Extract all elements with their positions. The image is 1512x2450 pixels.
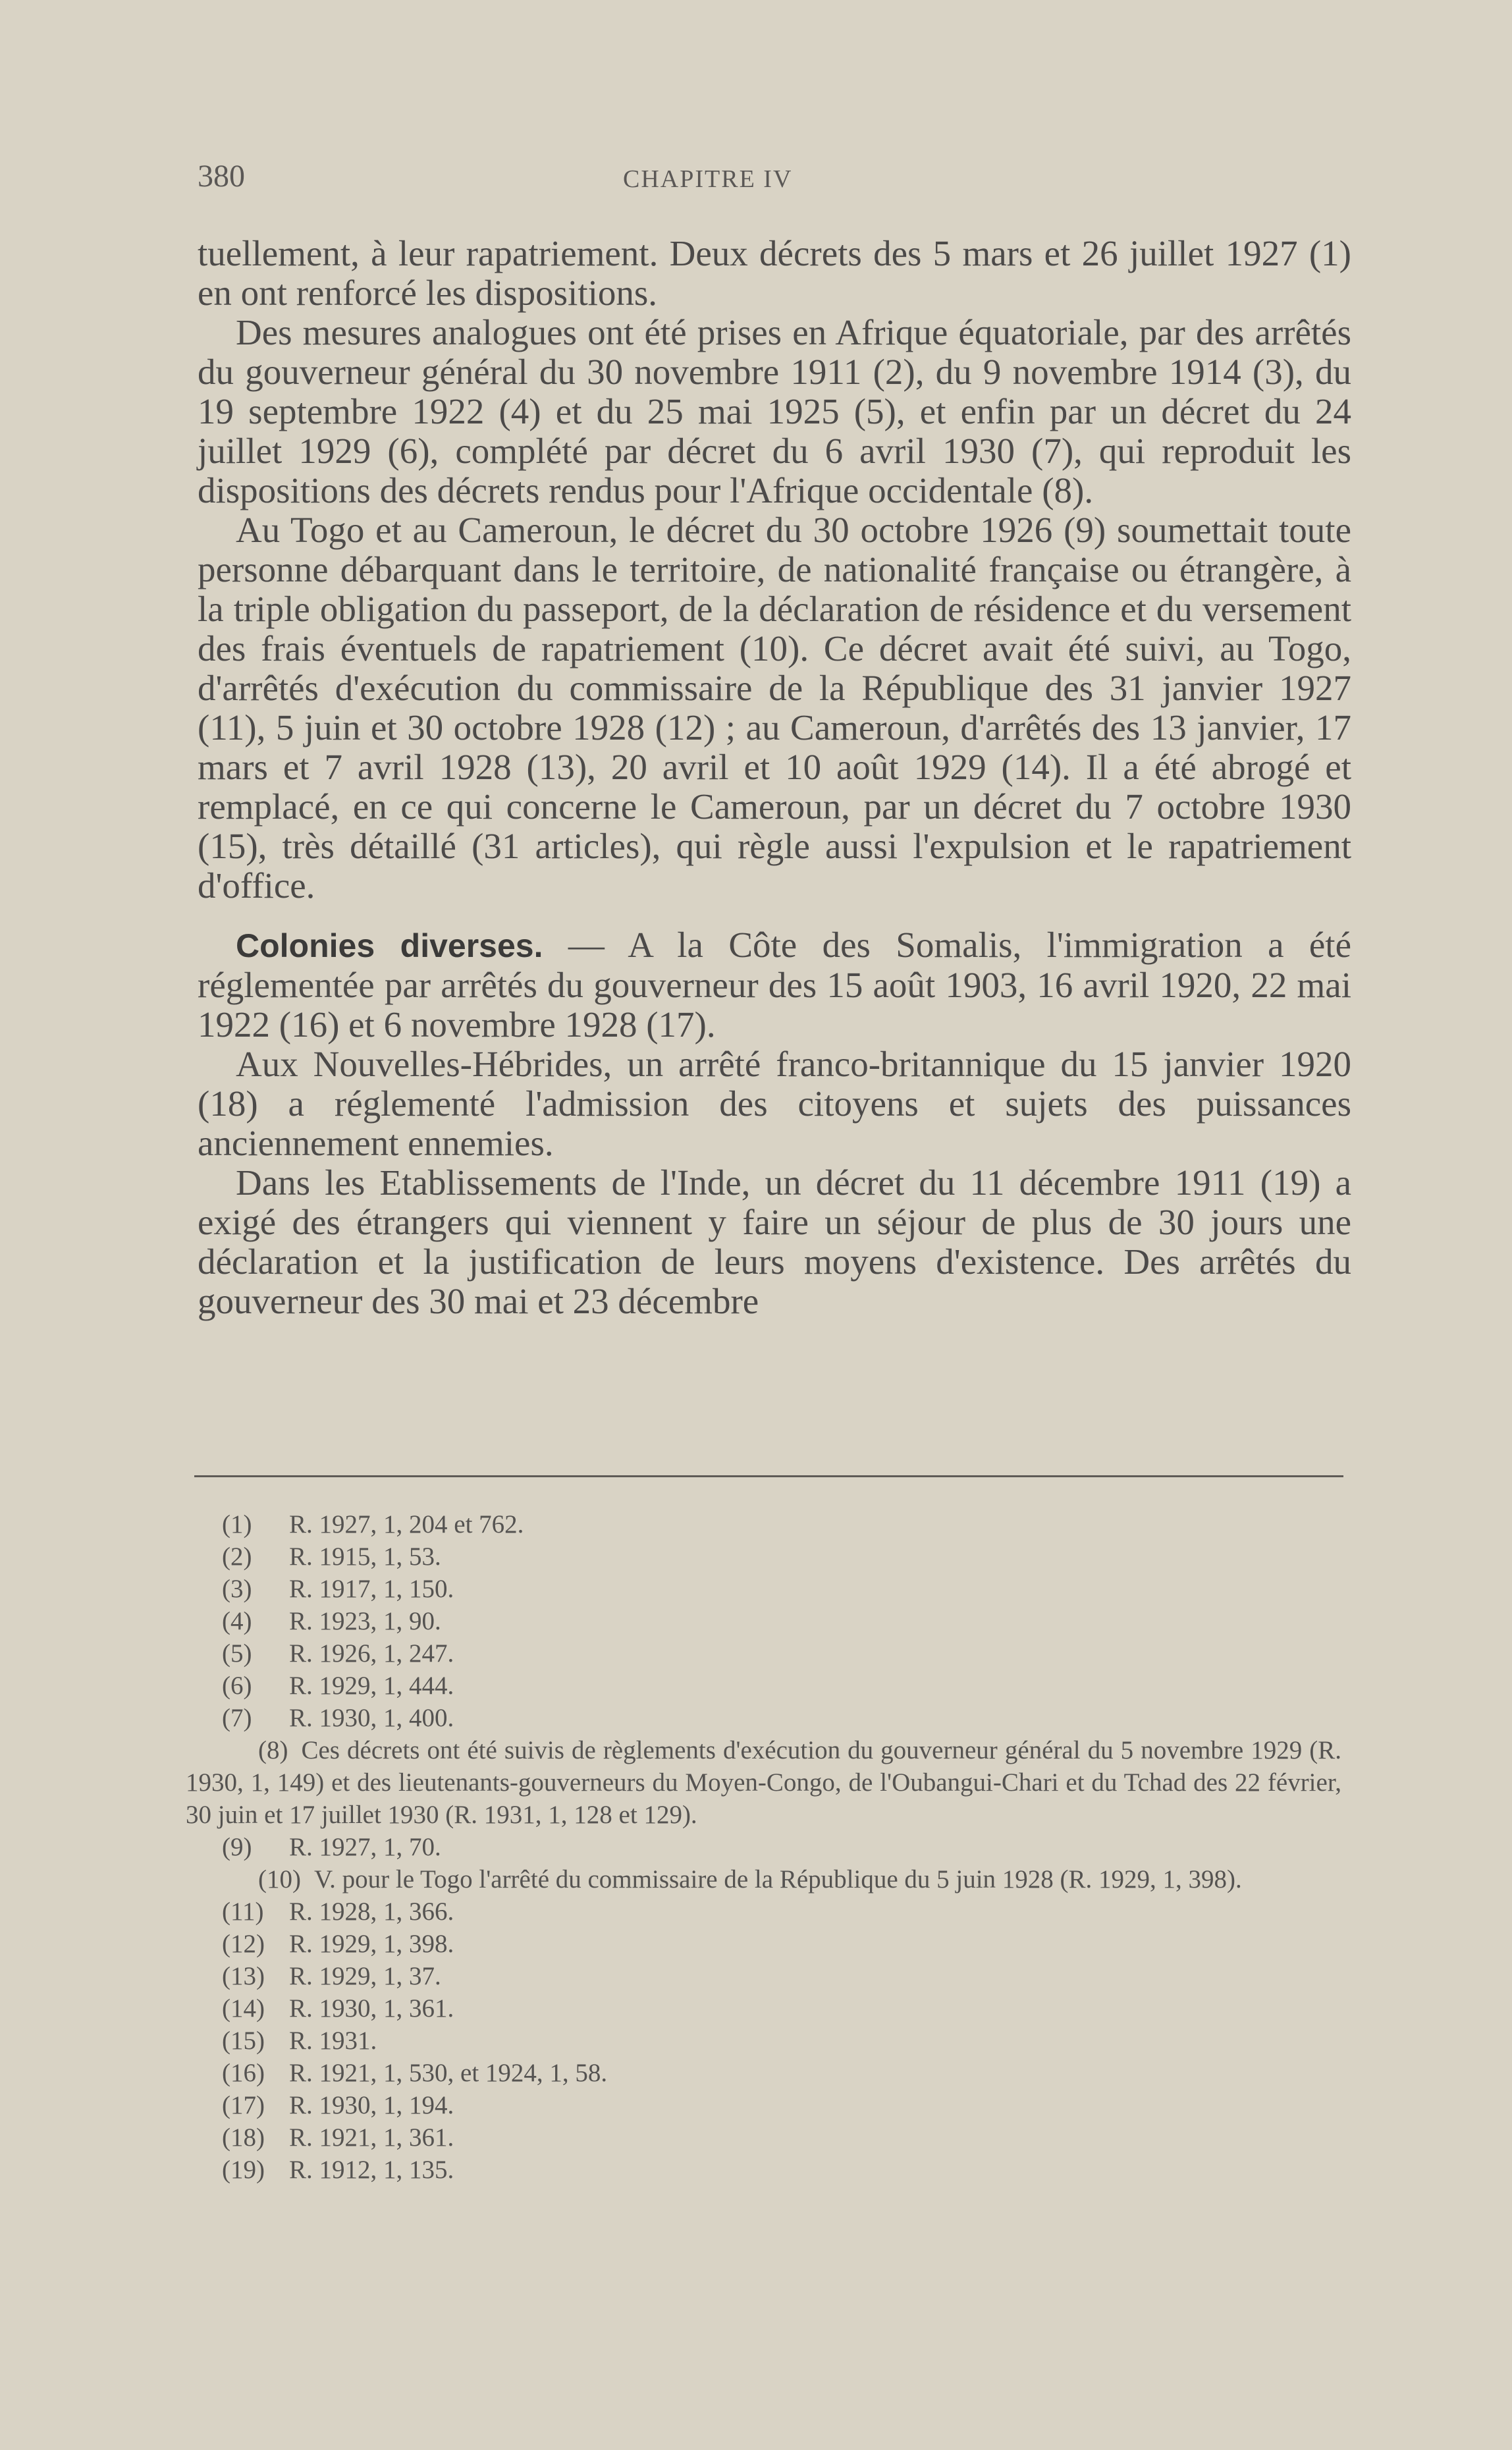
footnote-number: (12) [222, 1930, 265, 1958]
footnote-text: R. 1915, 1, 53. [289, 1542, 441, 1571]
footnote [186, 2025, 1341, 2057]
footnote-number: (16) [222, 2059, 265, 2087]
footnote-text: R. 1926, 1, 247. [289, 1639, 454, 1668]
footnote-number: (7) [222, 1704, 252, 1732]
footnote-number: (6) [222, 1672, 252, 1700]
paragraph-5: Aux Nouvelles-Hébrides, un arrêté franco-britannique du 15 janvier 1920 (18) a réglementé l'admission des citoyens et sujets des puissances anciennement ennemies. [198, 1044, 1351, 1163]
paragraph-4-text: — A la Côte des Somalis, l'immigration a été réglementée par arrêtés du gouverneur des 15 août 1903, 16 avril 1920, 22 mai 1922 (16) et 6 novembre 1928 (17). [198, 925, 1351, 1045]
footnote-number: (10) [258, 1865, 301, 1893]
footnote-text: R. 1921, 1, 530, et 1924, 1, 58. [289, 2059, 608, 2087]
footnote-text: R. 1929, 1, 444. [289, 1672, 454, 1700]
footnote [186, 1670, 1341, 1702]
section-heading: Colonies diverses. [236, 927, 543, 964]
footnote [186, 2057, 1341, 2089]
footnote-text: R. 1929, 1, 398. [289, 1930, 454, 1958]
footnote [186, 1960, 1341, 1992]
footnote [186, 1831, 1341, 1863]
footnote-number: (19) [222, 2156, 265, 2184]
page-header [198, 158, 1350, 204]
footnote [186, 2089, 1341, 2121]
paragraph-1: tuellement, à leur rapatriement. Deux décrets des 5 mars et 26 juillet 1927 (1) en ont renforcé les dispositions. [198, 233, 1351, 313]
footnote-text: V. pour le Togo l'arrêté du commissaire de la République du 5 juin 1928 (R. 1929, 1, 398). [313, 1865, 1242, 1893]
footnote-text: R. 1921, 1, 361. [289, 2123, 454, 2152]
footnote-text: R. 1927, 1, 204 et 762. [289, 1510, 524, 1538]
footnote-text: R. 1923, 1, 90. [289, 1607, 441, 1635]
page-number: 380 [198, 159, 245, 194]
footnote-separator [194, 1475, 1343, 1477]
footnote-text: Ces décrets ont été suivis de règlements d'exécution du gouverneur général du 5 novembre 1929 (R. 1930, 1, 149) et des lieutenants-gouverneurs du Moyen-Congo, de l'Oubangui-Chari et du Tchad des 22 février, 30 juin et 17 juillet 1930 (R. 1931, 1, 128 et 129). [186, 1736, 1341, 1829]
footnote-text: R. 1929, 1, 37. [289, 1962, 441, 1990]
paragraph-4 [198, 925, 1351, 1045]
footnote [186, 2121, 1341, 2154]
footnote-number: (4) [222, 1607, 252, 1635]
footnote [186, 1508, 1341, 1540]
footnote-text: R. 1930, 1, 361. [289, 1994, 454, 2023]
footnote [186, 1928, 1341, 1960]
paragraph-2: Des mesures analogues ont été prises en Afrique équatoriale, par des arrêtés du gouverneur général du 30 novembre 1911 (2), du 9 novembre 1914 (3), du 19 septembre 1922 (4) et du 25 mai 1925 (5), et enfin par un décret du 24 juillet 1929 (6), complété par décret du 6 avril 1930 (7), qui reproduit les dispositions des décrets rendus pour l'Afrique occidentale (8). [198, 312, 1351, 510]
main-text [198, 234, 1351, 1321]
footnote [186, 1895, 1341, 1928]
footnote-text: R. 1930, 1, 400. [289, 1704, 454, 1732]
running-title: CHAPITRE IV [623, 165, 793, 193]
footnote-number: (8) [258, 1736, 288, 1764]
footnote-number: (17) [222, 2091, 265, 2119]
footnote-text: R. 1917, 1, 150. [289, 1575, 454, 1603]
footnote [186, 1863, 1341, 1895]
footnote-number: (14) [222, 1994, 265, 2023]
footnote [186, 1734, 1341, 1831]
footnote [186, 1605, 1341, 1637]
footnote-number: (9) [222, 1833, 252, 1861]
footnote-number: (11) [222, 1897, 264, 1926]
footnotes [186, 1508, 1341, 2186]
footnote [186, 2154, 1341, 2186]
footnote-number: (15) [222, 2027, 265, 2055]
footnote-text: R. 1928, 1, 366. [289, 1897, 454, 1926]
footnote [186, 1992, 1341, 2025]
footnote-number: (18) [222, 2123, 265, 2152]
footnote-number: (3) [222, 1575, 252, 1603]
paragraph-3: Au Togo et au Cameroun, le décret du 30 octobre 1926 (9) soumettait toute personne débarquant dans le territoire, de nationalité française ou étrangère, à la triple obligation du passeport, de la déclaration de résidence et du versement des frais éventuels de rapatriement (10). Ce décret avait été suivi, au Togo, d'arrêtés d'exécution du commissaire de la République des 31 janvier 1927 (11), 5 juin et 30 octobre 1928 (12) ; au Cameroun, d'arrêtés des 13 janvier, 17 mars et 7 avril 1928 (13), 20 avril et 10 août 1929 (14). Il a été abrogé et remplacé, en ce qui concerne le Cameroun, par un décret du 7 octobre 1930 (15), très détaillé (31 articles), qui règle aussi l'expulsion et le rapatriement d'office. [198, 510, 1351, 906]
footnote-number: (1) [222, 1510, 252, 1538]
footnote-number: (5) [222, 1639, 252, 1668]
paragraph-6: Dans les Etablissements de l'Inde, un décret du 11 décembre 1911 (19) a exigé des étrangers qui viennent y faire un séjour de plus de 30 jours une déclaration et la justification de leurs moyens d'existence. Des arrêtés du gouverneur des 30 mai et 23 décembre [198, 1162, 1351, 1321]
footnote-text: R. 1931. [289, 2027, 377, 2055]
footnote-text: R. 1927, 1, 70. [289, 1833, 441, 1861]
footnote [186, 1702, 1341, 1734]
footnote-text: R. 1912, 1, 135. [289, 2156, 454, 2184]
footnote-number: (13) [222, 1962, 265, 1990]
footnote [186, 1540, 1341, 1573]
footnote-number: (2) [222, 1542, 252, 1571]
footnote [186, 1573, 1341, 1605]
footnote [186, 1637, 1341, 1670]
footnote-text: R. 1930, 1, 194. [289, 2091, 454, 2119]
